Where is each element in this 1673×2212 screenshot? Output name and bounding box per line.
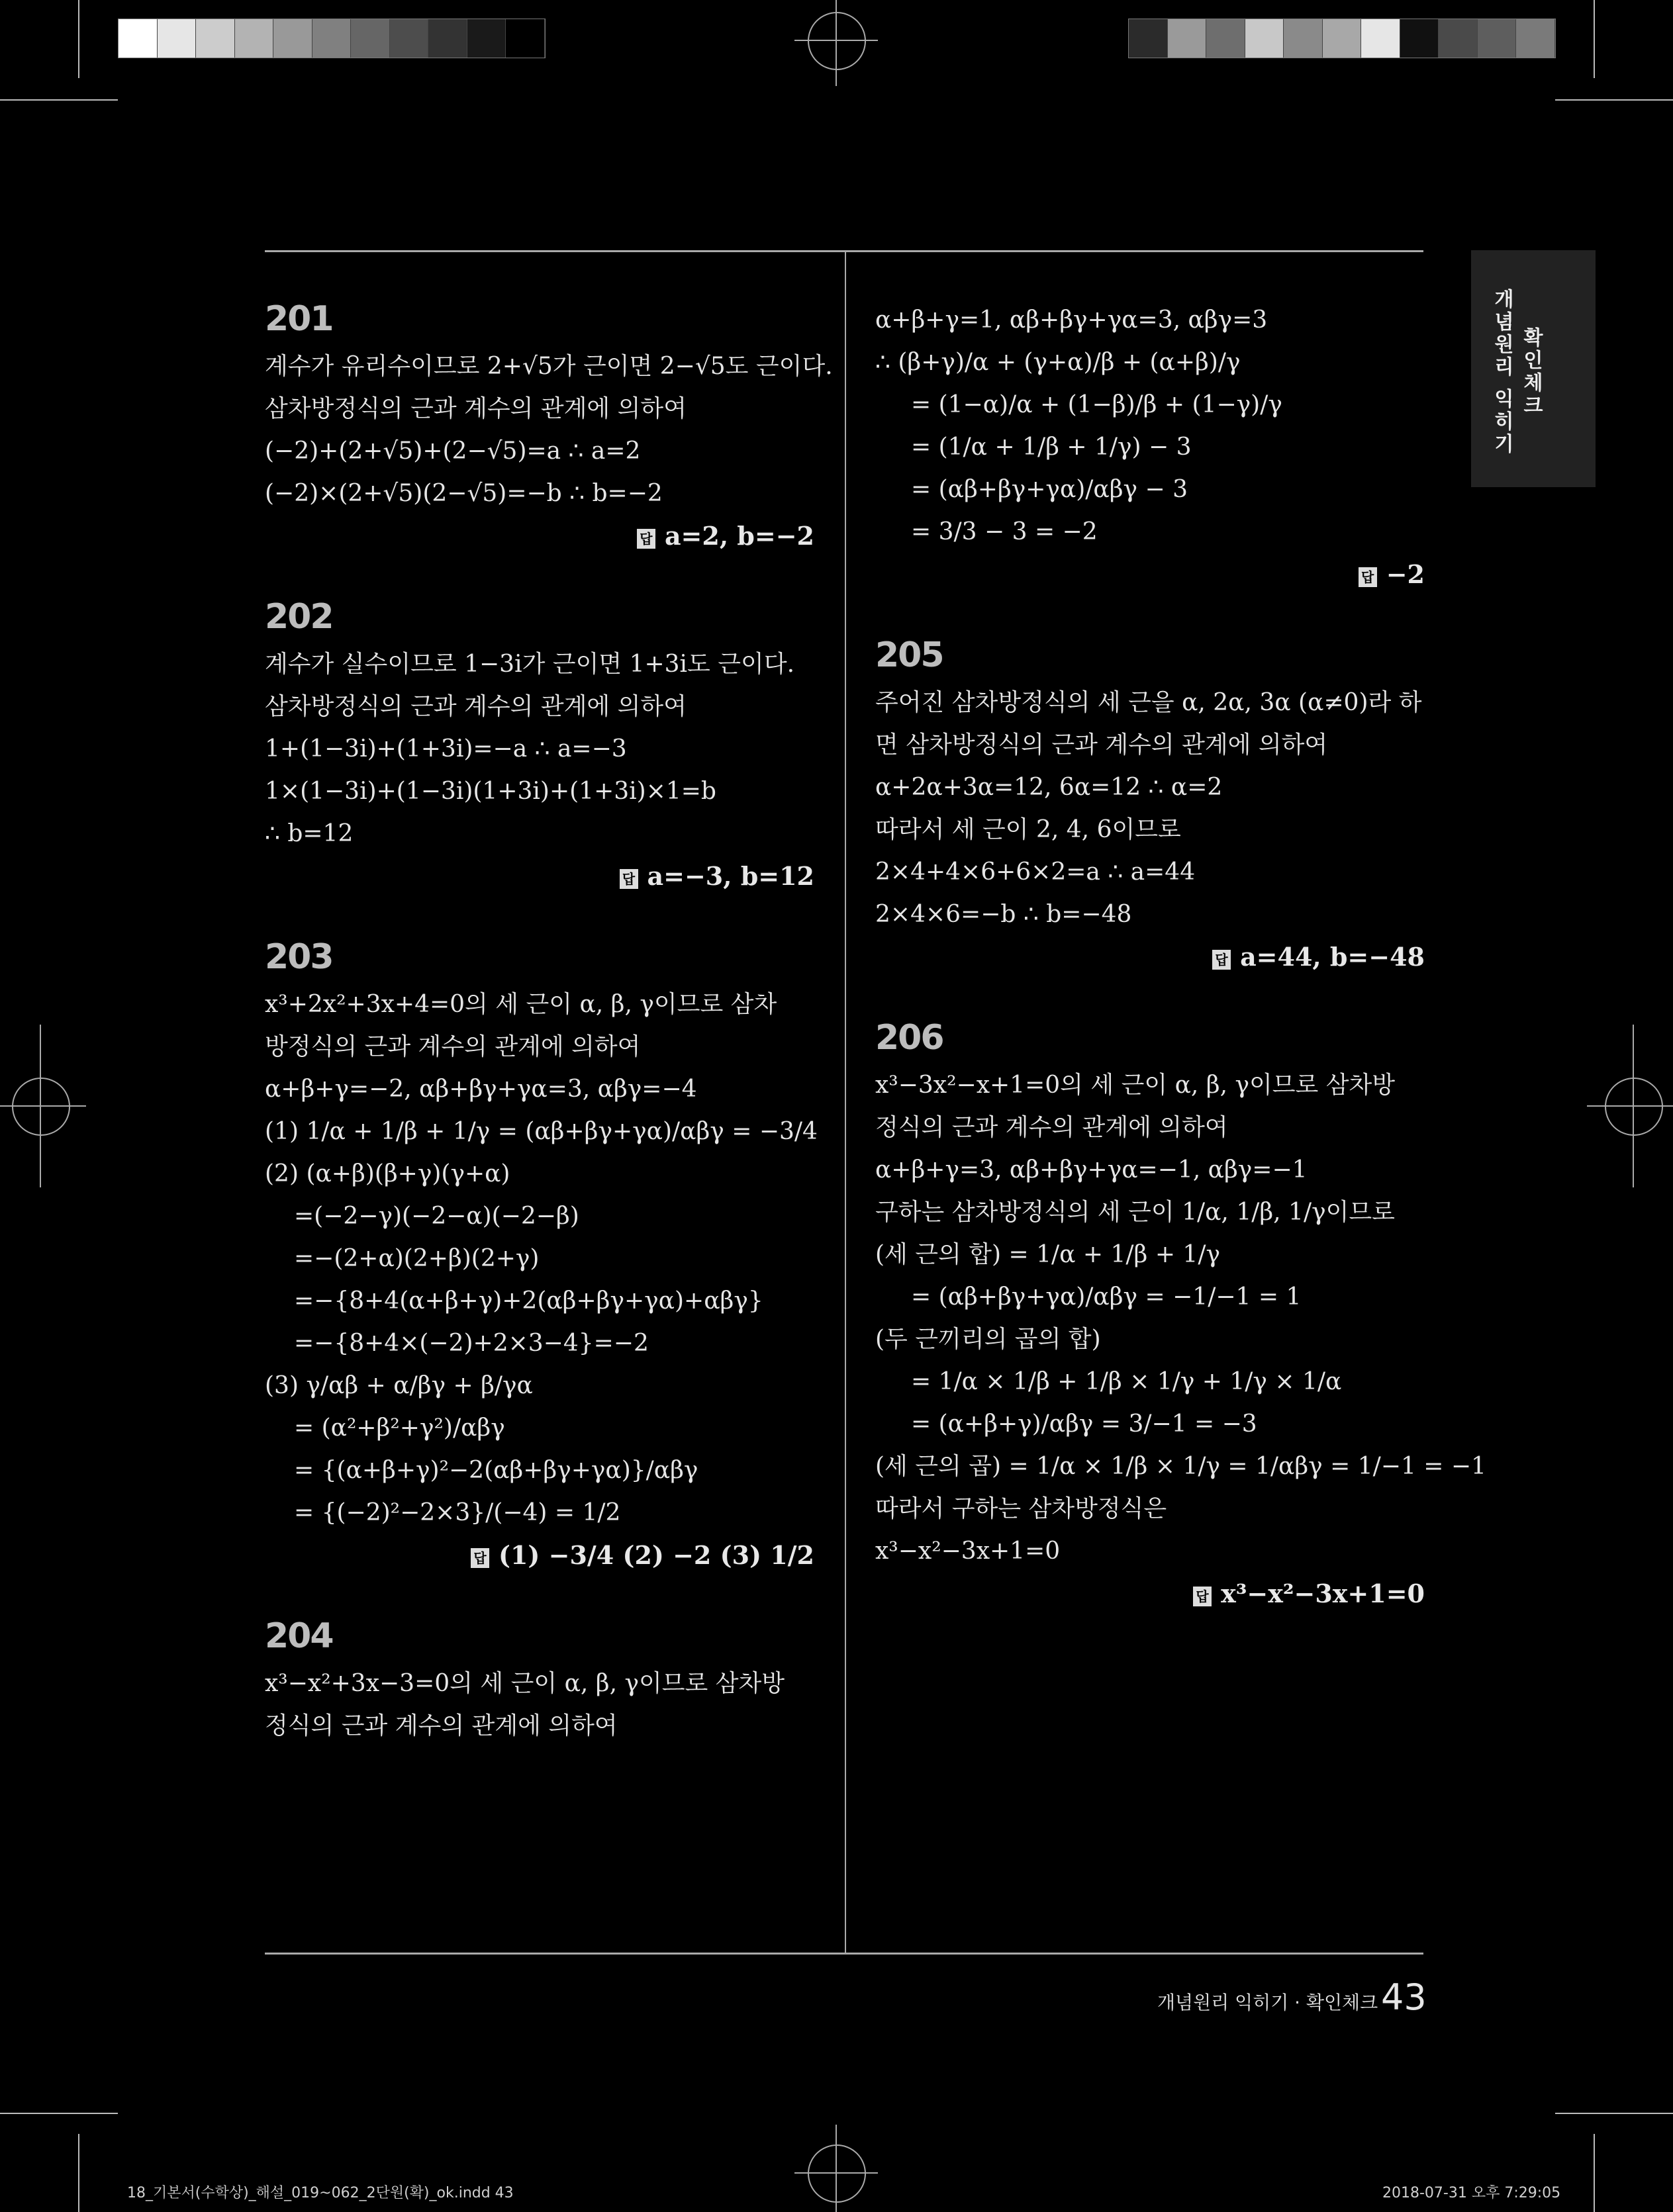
slug-file: 18_기본서(수학상)_해설_019~062_2단원(확)_ok.indd 43 bbox=[127, 2185, 514, 2201]
solution-line: = (1−α)/α + (1−β)/β + (1−γ)/γ bbox=[911, 391, 1282, 418]
solution-line: (1) 1/α + 1/β + 1/γ = (αβ+βγ+γα)/αβγ = −3/4 bbox=[265, 1118, 818, 1145]
solution-line: = (1/α + 1/β + 1/γ) − 3 bbox=[911, 434, 1192, 461]
crop-mark bbox=[78, 2134, 79, 2212]
solution-line: 방정식의 근과 계수의 관계에 의하여 bbox=[265, 1033, 641, 1060]
block-gap bbox=[875, 1615, 1425, 1655]
problem-block bbox=[875, 1018, 1486, 1655]
problem-block bbox=[265, 1616, 814, 1787]
crop-mark bbox=[1555, 2113, 1673, 2114]
solution-line: x³−3x²−x+1=0의 세 근이 α, β, γ이므로 삼차방 bbox=[875, 1072, 1396, 1099]
solution-line: = 3/3 − 3 = −2 bbox=[911, 518, 1098, 545]
solution-line: = (αβ+βγ+γα)/αβγ − 3 bbox=[911, 476, 1188, 503]
gray-swatch-left bbox=[118, 19, 546, 58]
registration-mark-top bbox=[808, 12, 866, 70]
side-tab-line1: 개념원리 익히기 bbox=[1490, 289, 1513, 456]
answer-badge: 답 bbox=[637, 529, 655, 549]
crop-mark bbox=[1555, 99, 1673, 101]
registration-line bbox=[794, 40, 878, 41]
solution-line: 2×4+4×6+6×2=a ∴ a=44 bbox=[875, 858, 1196, 886]
solution-line: (3) γ/αβ + α/βγ + β/γα bbox=[265, 1372, 533, 1399]
solution-line: α+β+γ=3, αβ+βγ+γα=−1, αβγ=−1 bbox=[875, 1156, 1308, 1183]
registration-line bbox=[1633, 1025, 1634, 1187]
gray-swatch-right bbox=[1128, 19, 1556, 58]
solution-line: x³+2x²+3x+4=0의 세 근이 α, β, γ이므로 삼차 bbox=[265, 991, 777, 1018]
answer-badge: 답 bbox=[1212, 950, 1231, 970]
right-column bbox=[875, 299, 1486, 1655]
solution-line: 2×4×6=−b ∴ b=−48 bbox=[875, 901, 1132, 928]
registration-line bbox=[794, 2172, 878, 2174]
block-gap bbox=[875, 978, 1425, 1018]
answer-badge: 답 bbox=[471, 1548, 489, 1568]
block-gap bbox=[265, 557, 814, 597]
solution-line: 1+(1−3i)+(1+3i)=−a ∴ a=−3 bbox=[265, 735, 627, 762]
bottom-rule bbox=[265, 1953, 1423, 1955]
problem-block bbox=[265, 937, 818, 1616]
solution-line: =−{8+4×(−2)+2×3−4}=−2 bbox=[294, 1330, 649, 1357]
solution-line: = {(α+β+γ)²−2(αβ+βγ+γα)}/αβγ bbox=[294, 1457, 698, 1484]
side-tab-line2: 확인체크 bbox=[1519, 327, 1543, 417]
solution-line: (세 근의 합) = 1/α + 1/β + 1/γ bbox=[875, 1241, 1220, 1268]
problem-number: 206 bbox=[875, 1018, 943, 1058]
block-gap bbox=[265, 898, 814, 937]
solution-line: ∴ b=12 bbox=[265, 820, 354, 847]
answer-text: a=−3, b=12 bbox=[647, 861, 814, 891]
solution-line: ∴ (β+γ)/α + (γ+α)/β + (α+β)/γ bbox=[875, 349, 1241, 376]
problem-number: 204 bbox=[265, 1616, 333, 1656]
answer-line bbox=[875, 1573, 1425, 1615]
answer-badge: 답 bbox=[1359, 567, 1377, 587]
problem-block bbox=[875, 299, 1425, 635]
solution-line: 따라서 세 근이 2, 4, 6이므로 bbox=[875, 816, 1181, 843]
problem-number: 201 bbox=[265, 299, 333, 339]
crop-mark bbox=[78, 0, 79, 78]
solution-line: 계수가 유리수이므로 2+√5가 근이면 2−√5도 근이다. bbox=[265, 353, 833, 380]
solution-line: 정식의 근과 계수의 관계에 의하여 bbox=[875, 1114, 1228, 1141]
page-number: 43 bbox=[1381, 1976, 1427, 2018]
block-gap bbox=[265, 1747, 814, 1787]
block-gap bbox=[265, 1577, 814, 1616]
answer-line bbox=[265, 1534, 814, 1577]
solution-line: α+β+γ=1, αβ+βγ+γα=3, αβγ=3 bbox=[875, 306, 1268, 334]
solution-line: = (αβ+βγ+γα)/αβγ = −1/−1 = 1 bbox=[911, 1283, 1302, 1311]
solution-line: 삼차방정식의 근과 계수의 관계에 의하여 bbox=[265, 395, 687, 422]
solution-line: =(−2−γ)(−2−α)(−2−β) bbox=[294, 1203, 579, 1230]
solution-line: 정식의 근과 계수의 관계에 의하여 bbox=[265, 1712, 618, 1739]
solution-line: = (α+β+γ)/αβγ = 3/−1 = −3 bbox=[911, 1410, 1257, 1438]
answer-badge: 답 bbox=[620, 869, 638, 889]
answer-text: x³−x²−3x+1=0 bbox=[1221, 1579, 1425, 1608]
solution-line: 계수가 실수이므로 1−3i가 근이면 1+3i도 근이다. bbox=[265, 651, 795, 678]
solution-line: x³−x²−3x+1=0 bbox=[875, 1538, 1061, 1565]
solution-line: = 1/α × 1/β + 1/β × 1/γ + 1/γ × 1/α bbox=[911, 1368, 1342, 1395]
solution-line: 면 삼차방정식의 근과 계수의 관계에 의하여 bbox=[875, 731, 1328, 759]
solution-line: α+2α+3α=12, 6α=12 ∴ α=2 bbox=[875, 774, 1223, 801]
registration-line bbox=[1587, 1105, 1673, 1107]
solution-line: 주어진 삼차방정식의 세 근을 α, 2α, 3α (α≠0)라 하 bbox=[875, 689, 1422, 716]
solution-line: =−{8+4(α+β+γ)+2(αβ+βγ+γα)+αβγ} bbox=[294, 1287, 763, 1314]
solution-line: = {(−2)²−2×3}/(−4) = 1/2 bbox=[294, 1499, 621, 1526]
top-rule bbox=[265, 250, 1423, 252]
problem-block bbox=[875, 635, 1425, 1018]
problem-number: 203 bbox=[265, 937, 333, 977]
registration-mark-right bbox=[1605, 1078, 1663, 1136]
answer-line bbox=[265, 855, 814, 898]
problem-block bbox=[265, 299, 833, 597]
answer-line bbox=[875, 936, 1425, 978]
solution-line: =−(2+α)(2+β)(2+γ) bbox=[294, 1245, 540, 1272]
solution-line: x³−x²+3x−3=0의 세 근이 α, β, γ이므로 삼차방 bbox=[265, 1670, 785, 1697]
answer-line bbox=[875, 553, 1425, 596]
solution-line: 삼차방정식의 근과 계수의 관계에 의하여 bbox=[265, 693, 687, 720]
registration-mark-bottom bbox=[808, 2144, 866, 2203]
solution-line: 따라서 구하는 삼차방정식은 bbox=[875, 1495, 1167, 1522]
registration-line bbox=[836, 0, 837, 86]
column-divider bbox=[845, 252, 846, 1953]
solution-line: (−2)+(2+√5)+(2−√5)=a ∴ a=2 bbox=[265, 438, 641, 465]
block-gap bbox=[875, 596, 1425, 635]
solution-line: = (α²+β²+γ²)/αβγ bbox=[294, 1414, 505, 1442]
crop-mark bbox=[0, 2113, 118, 2114]
registration-line bbox=[836, 2125, 837, 2212]
crop-mark bbox=[0, 99, 118, 101]
problem-block bbox=[265, 597, 814, 937]
answer-text: a=2, b=−2 bbox=[664, 521, 814, 551]
solution-line: (2) (α+β)(β+γ)(γ+α) bbox=[265, 1160, 510, 1187]
solution-line: (−2)×(2+√5)(2−√5)=−b ∴ b=−2 bbox=[265, 480, 663, 507]
side-tab bbox=[1471, 250, 1596, 487]
solution-line: α+β+γ=−2, αβ+βγ+γα=3, αβγ=−4 bbox=[265, 1076, 697, 1103]
registration-line bbox=[40, 1025, 41, 1187]
left-column bbox=[265, 299, 833, 1787]
crop-mark bbox=[1594, 0, 1595, 78]
problem-number: 205 bbox=[875, 635, 943, 675]
answer-text: −2 bbox=[1386, 559, 1425, 589]
solution-line: 1×(1−3i)+(1−3i)(1+3i)+(1+3i)×1=b bbox=[265, 778, 716, 805]
registration-mark-left bbox=[12, 1078, 70, 1136]
footer-title: 개념원리 익히기 · 확인체크 bbox=[1157, 1992, 1378, 2013]
answer-text: a=44, b=−48 bbox=[1240, 942, 1425, 972]
registration-line bbox=[0, 1105, 86, 1107]
answer-badge: 답 bbox=[1193, 1587, 1212, 1606]
solution-line: (두 근끼리의 곱의 합) bbox=[875, 1326, 1101, 1353]
answer-text: (1) −3/4 (2) −2 (3) 1/2 bbox=[499, 1540, 814, 1570]
answer-line bbox=[265, 515, 814, 557]
crop-mark bbox=[1594, 2134, 1595, 2212]
slug-timestamp: 2018-07-31 오후 7:29:05 bbox=[1382, 2185, 1561, 2201]
solution-line: 구하는 삼차방정식의 세 근이 1/α, 1/β, 1/γ이므로 bbox=[875, 1199, 1395, 1226]
solution-line: (세 근의 곱) = 1/α × 1/β × 1/γ = 1/αβγ = 1/−1 = −1 bbox=[875, 1453, 1486, 1480]
problem-number: 202 bbox=[265, 597, 333, 637]
